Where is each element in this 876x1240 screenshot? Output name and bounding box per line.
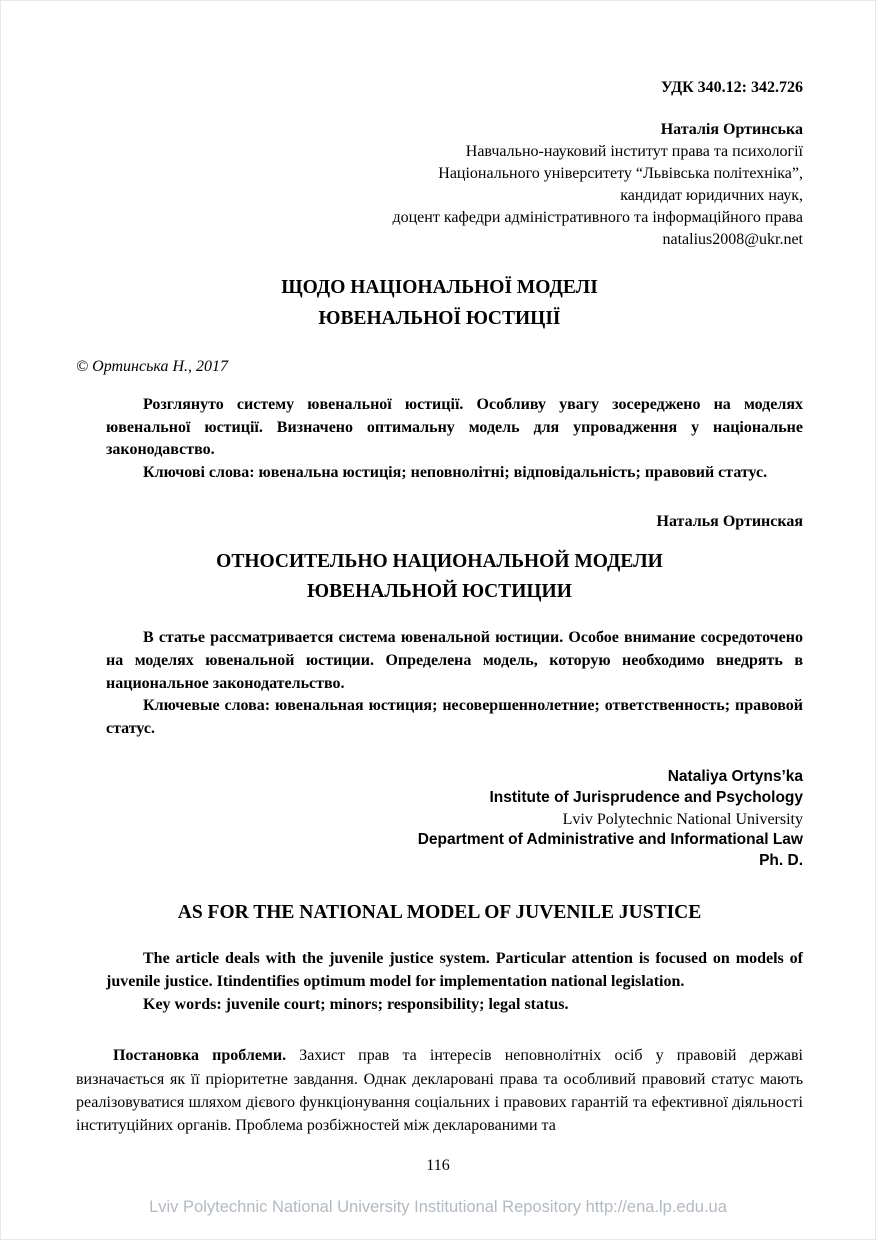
affiliation-line-1: Навчально-науковий інститут права та психології [465, 143, 803, 161]
title-ru [76, 547, 803, 607]
abstract-uk [106, 394, 803, 485]
affiliation-line-3: кандидат юридичних наук, [620, 187, 803, 205]
abstract-uk-text: Розглянуто систему ювенальної юстиції. Особливу увагу зосереджено на моделях ювенальної юстиції. Визначено оптимальну модель для упровадження у національне законодавство. [106, 395, 803, 459]
affiliation-en-university: Lviv Polytechnic National University [562, 810, 803, 828]
paragraph-text: Захист прав та інтересів неповнолітніх осіб у правовій державі визначається як її пріоритетне завдання. Однак декларовані права та особливий правовий статус мають реалізовуватися шляхом дієвого функціонування соціальних і правових гарантій та ефективної діяльності інституційних органів. Проблема розбіжностей між декларованими та [76, 1047, 804, 1135]
author-block-en [76, 767, 803, 872]
author-degree: Ph. D. [759, 852, 803, 870]
title-uk-line2: ЮВЕНАЛЬНОЇ ЮСТИЦІЇ [318, 307, 561, 329]
author-email: natalius2008@ukr.net [662, 231, 803, 249]
abstract-en-keywords: Key words: juvenile court; minors; responsibility; legal status. [143, 995, 569, 1013]
udc-code: УДК 340.12: 342.726 [660, 79, 803, 96]
body-paragraph [76, 1044, 803, 1137]
page-number: 116 [426, 1157, 450, 1174]
abstract-en-text: The article deals with the juvenile justice system. Particular attention is focused on models of juvenile justice. Itindentifies optimum model for implementation national legislation. [106, 950, 803, 991]
abstract-ru [106, 627, 803, 741]
author-block-uk [76, 119, 803, 251]
abstract-en [106, 948, 803, 1016]
repository-footer: Lviv Polytechnic National University Institutional Repository http://ena.lp.edu.ua [149, 1198, 727, 1216]
abstract-ru-text: В статье рассматривается система ювенальной юстиции. Особое внимание сосредоточено на моделях ювенальной юстиции. Определена модель, которую необходимо внедрять в национальное законодательство. [106, 629, 803, 692]
affiliation-line-2: Національного університету “Львівська політехніка”, [438, 165, 803, 183]
abstract-ru-keywords: Ключевые слова: ювенальная юстиция; несовершеннолетние; ответственность; правовой статус. [106, 697, 803, 738]
author-name-en: Nataliya Ortyns’ka [667, 767, 803, 785]
title-uk [76, 273, 803, 333]
paragraph-lead-in: Постановка проблеми. [113, 1047, 287, 1065]
author-name-ru: Наталья Ортинская [656, 512, 803, 530]
title-ru-line2: ЮВЕНАЛЬНОЙ ЮСТИЦИИ [307, 581, 572, 602]
title-ru-line1: ОТНОСИТЕЛЬНО НАЦИОНАЛЬНОЙ МОДЕЛИ [216, 550, 663, 572]
title-en: AS FOR THE NATIONAL MODEL OF JUVENILE JUSTICE [177, 902, 702, 924]
affiliation-en-institute: Institute of Jurisprudence and Psychology [489, 788, 803, 806]
copyright-line: © Ортинська Н., 2017 [76, 357, 229, 375]
affiliation-line-4: доцент кафедри адміністративного та інформаційного права [392, 209, 803, 227]
title-uk-line1: ЩОДО НАЦІОНАЛЬНОЇ МОДЕЛІ [281, 277, 598, 299]
author-name-uk: Наталія Ортинська [660, 121, 803, 138]
affiliation-en-department: Department of Administrative and Informational Law [417, 831, 803, 849]
abstract-uk-keywords: Ключові слова: ювенальна юстиція; неповнолітні; відповідальність; правовий статус. [143, 464, 768, 482]
